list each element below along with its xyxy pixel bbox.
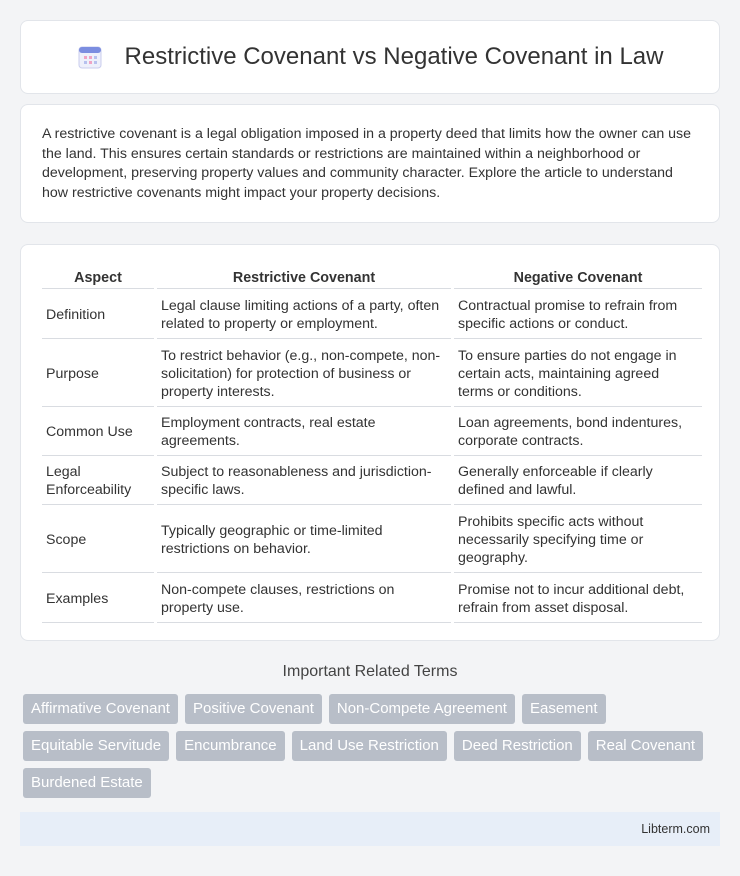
row-restrictive: Typically geographic or time-limited restrictions on behavior. <box>157 507 451 573</box>
row-restrictive: Legal clause limiting actions of a party, often related to property or employment. <box>157 291 451 339</box>
related-terms-list <box>23 694 717 798</box>
row-aspect: Scope <box>42 507 154 573</box>
related-term-tag[interactable]: Affirmative Covenant <box>23 694 178 724</box>
row-aspect: Definition <box>42 291 154 339</box>
table-row <box>42 409 702 456</box>
header-restrictive: Restrictive Covenant <box>157 267 451 289</box>
header-negative: Negative Covenant <box>454 267 702 289</box>
table-row <box>42 575 702 623</box>
row-restrictive: Non-compete clauses, restrictions on property use. <box>157 575 451 623</box>
related-term-tag[interactable]: Deed Restriction <box>454 731 581 761</box>
table-header-row <box>42 267 702 289</box>
row-negative: To ensure parties do not engage in certain acts, maintaining agreed terms or conditions. <box>454 341 702 407</box>
table-row <box>42 341 702 407</box>
row-negative: Generally enforceable if clearly defined and lawful. <box>454 458 702 505</box>
row-restrictive: Employment contracts, real estate agreements. <box>157 409 451 456</box>
related-term-tag[interactable]: Burdened Estate <box>23 768 151 798</box>
footer <box>20 812 720 846</box>
footer-site-link[interactable]: Libterm.com <box>641 822 710 836</box>
table-row <box>42 458 702 505</box>
page-title: Restrictive Covenant vs Negative Covenant in Law <box>124 43 664 70</box>
related-term-tag[interactable]: Non-Compete Agreement <box>329 694 515 724</box>
comparison-card <box>20 244 720 641</box>
related-terms-title: Important Related Terms <box>282 663 458 680</box>
row-negative: Loan agreements, bond indentures, corporate contracts. <box>454 409 702 456</box>
row-restrictive: Subject to reasonableness and jurisdiction-specific laws. <box>157 458 451 505</box>
table-row <box>42 291 702 339</box>
intro-text: A restrictive covenant is a legal obligation imposed in a property deed that limits how the owner can use the land. This ensures certain standards or restrictions are maintained within a neighborhood or development, preserving property values and community character. Explore the article to understand how restrictive covenants might impact your property decisions. <box>42 126 692 201</box>
row-aspect: Examples <box>42 575 154 623</box>
row-negative: Prohibits specific acts without necessarily specifying time or geography. <box>454 507 702 573</box>
row-aspect: Purpose <box>42 341 154 407</box>
row-aspect: Common Use <box>42 409 154 456</box>
intro-card <box>20 104 720 223</box>
row-aspect: Legal Enforceability <box>42 458 154 505</box>
row-negative: Contractual promise to refrain from specific actions or conduct. <box>454 291 702 339</box>
related-term-tag[interactable]: Encumbrance <box>176 731 285 761</box>
related-term-tag[interactable]: Real Covenant <box>588 731 703 761</box>
header-card <box>20 20 720 94</box>
related-term-tag[interactable]: Positive Covenant <box>185 694 322 724</box>
related-term-tag[interactable]: Equitable Servitude <box>23 731 169 761</box>
row-negative: Promise not to incur additional debt, refrain from asset disposal. <box>454 575 702 623</box>
related-term-tag[interactable]: Easement <box>522 694 606 724</box>
calendar-icon <box>77 44 103 70</box>
row-restrictive: To restrict behavior (e.g., non-compete, non-solicitation) for protection of business or property interests. <box>157 341 451 407</box>
comparison-table <box>39 265 705 625</box>
related-term-tag[interactable]: Land Use Restriction <box>292 731 447 761</box>
header-aspect: Aspect <box>42 267 154 289</box>
table-row <box>42 507 702 573</box>
